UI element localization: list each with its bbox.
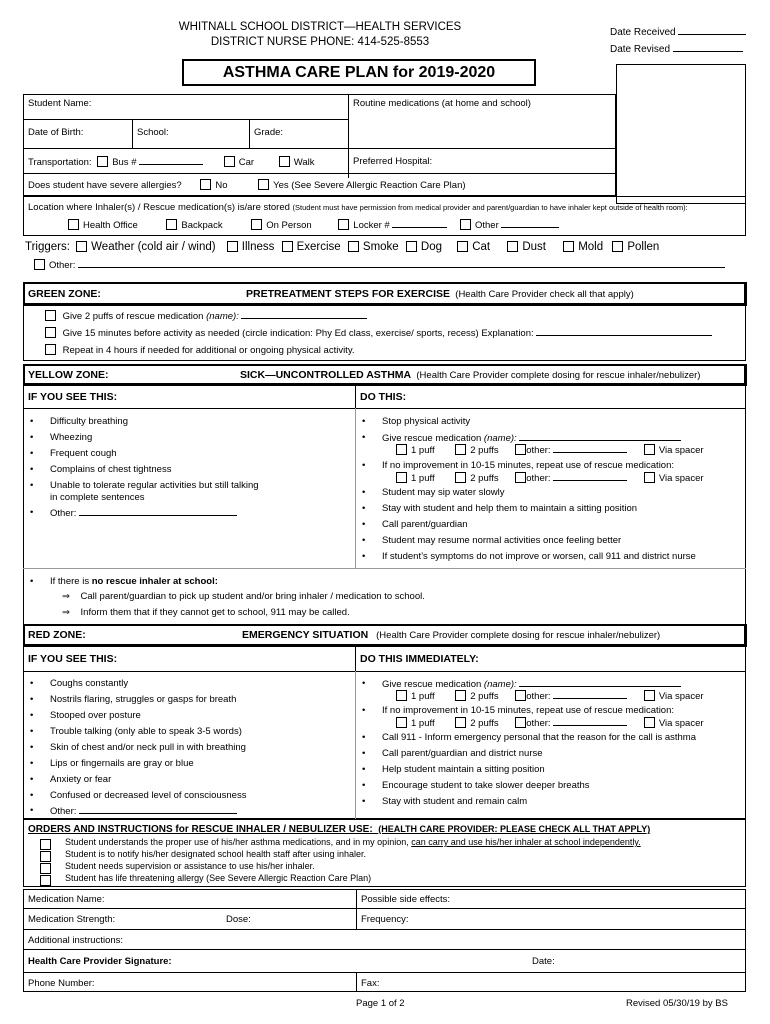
yellow-dose2-spacer[interactable] — [644, 472, 655, 483]
yellow-see-header: IF YOU SEE THIS: — [28, 391, 118, 403]
trigger-cat-checkbox[interactable] — [457, 241, 468, 252]
trigger-exercise-checkbox[interactable] — [282, 241, 293, 252]
allergy-yes-checkbox[interactable] — [258, 179, 269, 190]
transportation-row: Transportation: Bus # Car Walk — [28, 157, 315, 168]
green-zone-label: GREEN ZONE: — [28, 288, 101, 300]
red-dose2-other[interactable] — [515, 717, 526, 728]
side-effects-label: Possible side effects: — [361, 894, 451, 905]
dob-label: Date of Birth: — [28, 127, 84, 138]
trigger-pollen-checkbox[interactable] — [612, 241, 623, 252]
student-name-label: Student Name: — [28, 98, 92, 109]
additional-instructions-label: Additional instructions: — [28, 935, 124, 946]
med-strength-label: Medication Strength: — [28, 914, 116, 925]
school-label: School: — [137, 127, 169, 138]
grade-label: Grade: — [254, 127, 284, 138]
yellow-dose1-other[interactable] — [515, 444, 526, 455]
yellow-dose2-1puff[interactable] — [396, 472, 407, 483]
red-dose2-spacer[interactable] — [644, 717, 655, 728]
green-item-3-checkbox[interactable] — [45, 344, 56, 355]
green-item-2: Give 15 minutes before activity as needed (circle indication: Phy Ed class, exercise/ sports, recess) Explanation: — [45, 327, 712, 339]
red-dose1-2puffs[interactable] — [455, 690, 466, 701]
dose-label: Dose: — [226, 914, 251, 925]
hospital-label: Preferred Hospital: — [353, 156, 433, 167]
district-phone: DISTRICT NURSE PHONE: 414-525-8553 — [210, 36, 430, 48]
trigger-smoke-checkbox[interactable] — [348, 241, 359, 252]
car-checkbox[interactable] — [224, 156, 235, 167]
location-label: Location where Inhaler(s) / Rescue medication(s) is/are stored (Student must have permission from medical provider and parent/guardian to have inhaler kept outside of health room): — [28, 202, 688, 213]
walk-checkbox[interactable] — [279, 156, 290, 167]
red-dose1-spacer[interactable] — [644, 690, 655, 701]
med-name-label: Medication Name: — [28, 894, 105, 905]
bus-checkbox[interactable] — [97, 156, 108, 167]
fax-label: Fax: — [361, 978, 380, 989]
photo-box — [616, 64, 746, 204]
location-locker-checkbox[interactable] — [338, 219, 349, 230]
trigger-dog-checkbox[interactable] — [406, 241, 417, 252]
allergy-no-checkbox[interactable] — [200, 179, 211, 190]
location-options: Health Office Backpack On Person Locker # Other — [68, 219, 559, 231]
routine-meds-label: Routine medications (at home and school) — [353, 98, 531, 109]
green-item-2-checkbox[interactable] — [45, 327, 56, 338]
red-see-header: IF YOU SEE THIS: — [28, 653, 118, 665]
provider-signature-label: Health Care Provider Signature: — [28, 956, 172, 967]
location-health-office-checkbox[interactable] — [68, 219, 79, 230]
yellow-dose1-1puff[interactable] — [396, 444, 407, 455]
yellow-do-header: DO THIS: — [360, 391, 407, 403]
yellow-zone-heading: SICK—UNCONTROLLED ASTHMA (Health Care Provider complete dosing for rescue inhaler/nebulizer) — [240, 369, 701, 381]
trigger-other-checkbox[interactable] — [34, 259, 45, 270]
red-do-header: DO THIS IMMEDIATELY: — [360, 653, 479, 665]
yellow-zone-label: YELLOW ZONE: — [28, 369, 109, 381]
green-item-1-checkbox[interactable] — [45, 310, 56, 321]
green-item-1: Give 2 puffs of rescue medication (name): — [45, 310, 367, 322]
red-zone-heading: EMERGENCY SITUATION (Health Care Provider complete dosing for rescue inhaler/nebulizer) — [242, 629, 661, 641]
date-revised-label: Date Revised — [610, 43, 743, 55]
green-item-3: Repeat in 4 hours if needed for additional or ongoing physical activity. — [45, 344, 355, 356]
location-other-checkbox[interactable] — [460, 219, 471, 230]
plan-title: ASTHMA CARE PLAN for 2019-2020 — [182, 59, 536, 86]
phone-number-label: Phone Number: — [28, 978, 95, 989]
yellow-dose2-2puffs[interactable] — [455, 472, 466, 483]
red-dose1-other[interactable] — [515, 690, 526, 701]
location-on-person-checkbox[interactable] — [251, 219, 262, 230]
trigger-weather-checkbox[interactable] — [76, 241, 87, 252]
yellow-dose1-2puffs[interactable] — [455, 444, 466, 455]
allergy-row: Does student have severe allergies? No Yes (See Severe Allergic Reaction Care Plan) — [28, 180, 466, 191]
red-dose1-1puff[interactable] — [396, 690, 407, 701]
red-dose2-2puffs[interactable] — [455, 717, 466, 728]
trigger-illness-checkbox[interactable] — [227, 241, 238, 252]
frequency-label: Frequency: — [361, 914, 409, 925]
location-backpack-checkbox[interactable] — [166, 219, 177, 230]
yellow-dose1-spacer[interactable] — [644, 444, 655, 455]
trigger-other-row: Other: — [34, 259, 725, 271]
revision-note: Revised 05/30/19 by BS — [626, 998, 728, 1009]
trigger-mold-checkbox[interactable] — [563, 241, 574, 252]
red-zone-label: RED ZONE: — [28, 629, 86, 641]
trigger-dust-checkbox[interactable] — [507, 241, 518, 252]
triggers-row: Triggers: Weather (cold air / wind) Illness Exercise Smoke Dog Cat Dust Mold Pollen — [25, 241, 660, 253]
district-title: WHITNALL SCHOOL DISTRICT—HEALTH SERVICES — [178, 21, 462, 33]
order-4-checkbox[interactable] — [40, 875, 51, 886]
green-zone-heading: PRETREATMENT STEPS FOR EXERCISE (Health Care Provider check all that apply) — [246, 288, 634, 300]
page-number: Page 1 of 2 — [356, 998, 405, 1009]
orders-title: ORDERS AND INSTRUCTIONS for RESCUE INHALER / NEBULIZER USE: (HEALTH CARE PROVIDER: PLEASE CHECK ALL THAT APPLY) — [28, 824, 651, 835]
signature-date-label: Date: — [532, 956, 555, 967]
date-received-label: Date Received — [610, 26, 746, 38]
red-dose2-1puff[interactable] — [396, 717, 407, 728]
yellow-dose2-other[interactable] — [515, 472, 526, 483]
